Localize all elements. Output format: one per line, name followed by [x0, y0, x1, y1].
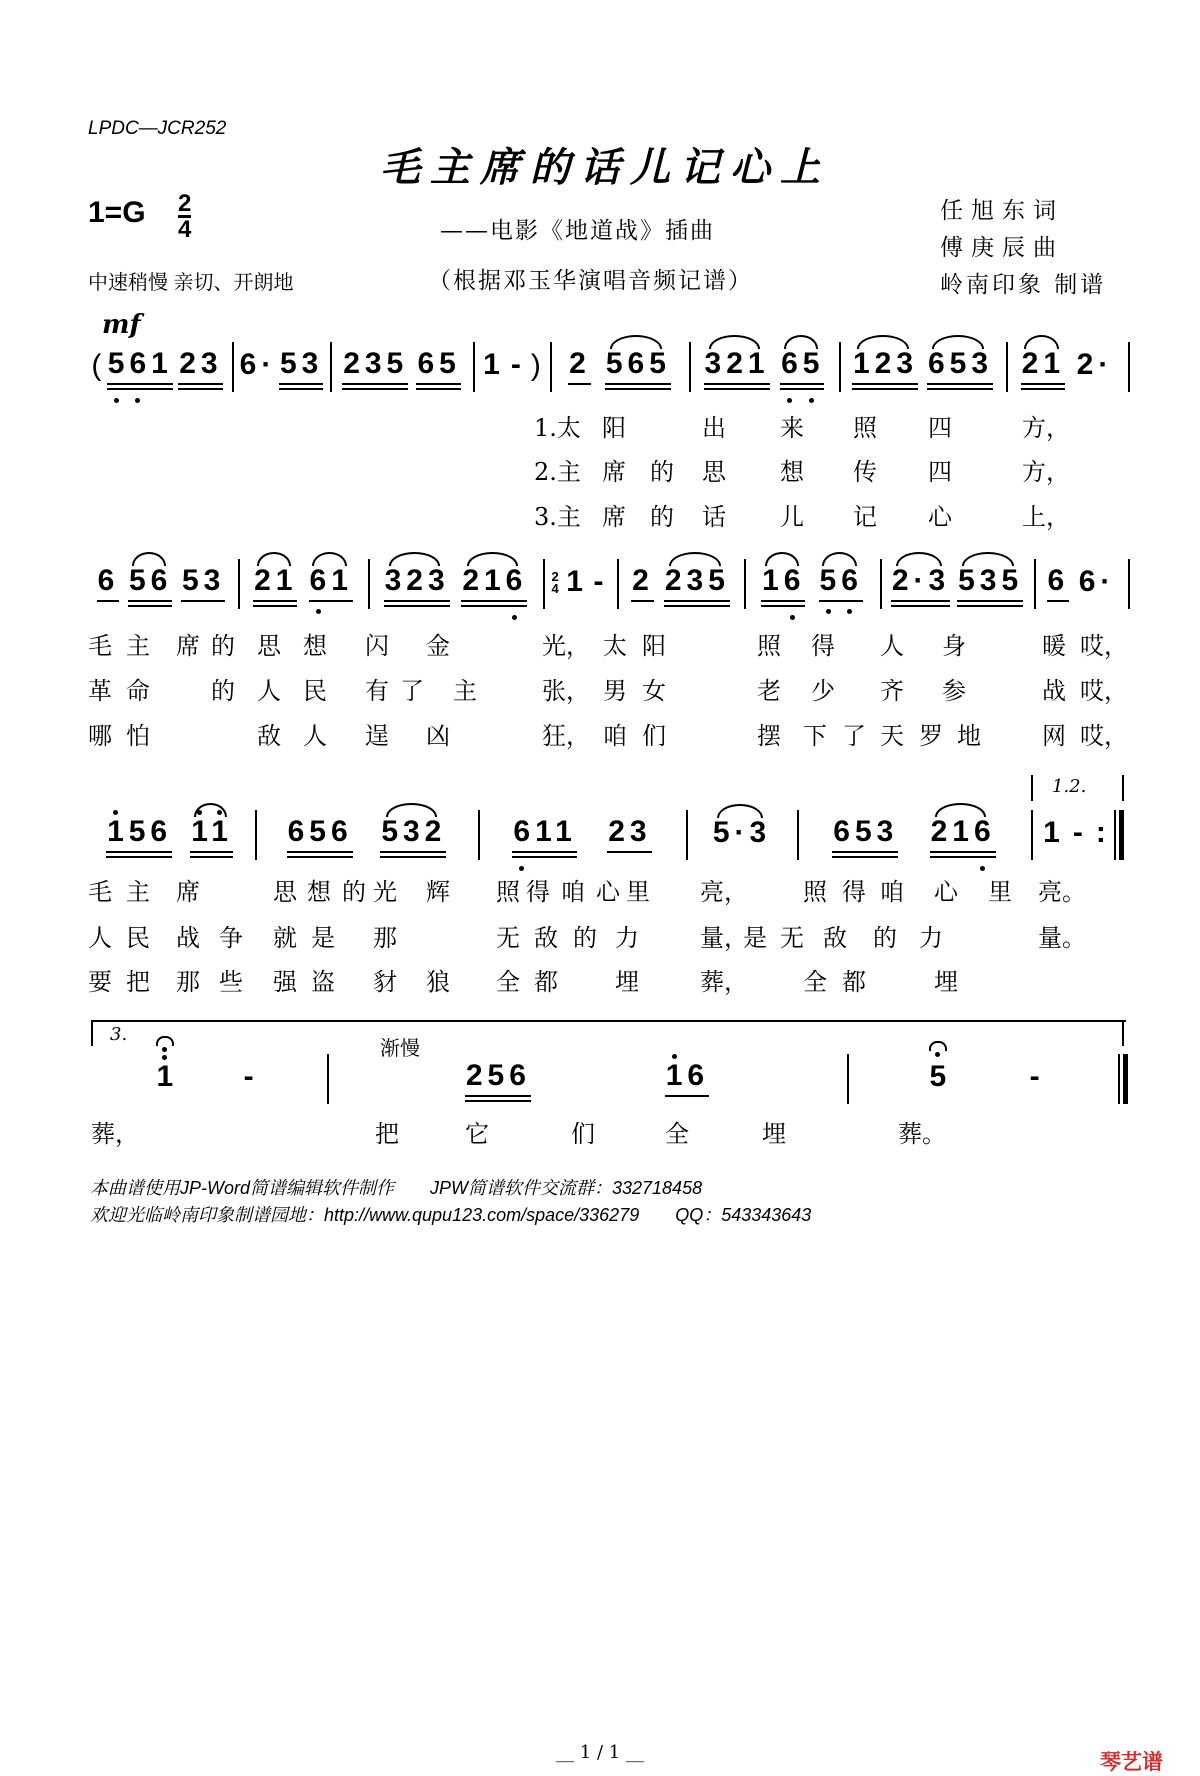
lyric-syllable: 照	[757, 632, 781, 660]
subtitle: ——电影《地道战》插曲	[440, 218, 715, 244]
lyric-syllable: 哎，	[1080, 722, 1128, 750]
lyric-syllable: 葬。	[898, 1120, 946, 1148]
bar-line	[1128, 342, 1130, 392]
note-group: 2	[631, 565, 654, 602]
note-group: 23	[607, 816, 651, 853]
lyric-syllable: 太	[603, 632, 627, 660]
note-group: 56	[819, 565, 863, 602]
lyric-syllable: 想	[780, 458, 804, 486]
lyric-syllable: 人	[303, 722, 327, 750]
fermata-icon	[929, 1041, 947, 1051]
measure	[482, 814, 682, 854]
lyric-syllable: 想	[307, 878, 331, 906]
lyric-syllable: 无	[496, 924, 520, 952]
song-title: 毛主席的话儿记心上	[380, 144, 830, 191]
lyric-syllable: 2.主	[534, 458, 581, 486]
lyric-syllable: 那	[176, 968, 200, 996]
measure	[259, 814, 474, 854]
lyric-syllable: 毛	[88, 632, 112, 660]
high-octave-dot	[162, 1055, 167, 1060]
measure	[1010, 346, 1124, 386]
lyric-syllable: 争	[219, 924, 243, 952]
bar-line	[1128, 559, 1130, 609]
high-octave-dot	[217, 810, 222, 815]
lyric-syllable: 人	[88, 924, 112, 952]
lyric-syllable: 四	[928, 414, 952, 442]
bar-line	[797, 810, 799, 860]
lyric-syllable: 盗	[311, 968, 335, 996]
note-group: 323	[384, 565, 450, 602]
measure	[554, 346, 685, 386]
time-sig-bottom: 4	[551, 581, 559, 596]
lyricist-credit: 任旭东词	[940, 198, 1064, 224]
composer-credit: 傅庚辰曲	[940, 235, 1064, 261]
measure	[1035, 814, 1118, 854]
measure	[843, 346, 1002, 386]
note-group: 2	[568, 348, 591, 385]
bar-line	[1006, 342, 1008, 392]
low-octave-dot	[847, 609, 852, 614]
lyric-syllable: 方，	[1022, 458, 1070, 486]
note-group: 5·3	[712, 817, 771, 852]
lyric-syllable: 全	[496, 968, 520, 996]
lyric-syllable: 狂，	[542, 722, 590, 750]
lyric-syllable: 女	[642, 677, 666, 705]
lyric-syllable: 心	[596, 878, 620, 906]
lyric-syllable: 思	[702, 458, 726, 486]
bar-line	[880, 559, 882, 609]
low-octave-dot	[787, 398, 792, 403]
lyric-syllable: 是	[311, 924, 335, 952]
lyric-syllable: 全	[665, 1120, 689, 1148]
lyric-syllable: 的	[211, 677, 235, 705]
lyric-syllable: 上，	[1022, 503, 1070, 531]
low-octave-dot	[114, 398, 119, 403]
note-group: 535	[957, 565, 1023, 602]
score-code: LPDC—JCR252	[88, 118, 227, 139]
lyric-syllable: 阳	[602, 414, 626, 442]
measure	[372, 563, 539, 603]
note-group: 16	[761, 565, 805, 602]
lyric-syllable: 哪	[88, 722, 112, 750]
measure	[621, 563, 740, 603]
lyric-syllable: 齐	[880, 677, 904, 705]
lyric-syllable: 网	[1042, 722, 1066, 750]
lyric-syllable: 葬，	[700, 968, 748, 996]
open-paren: (	[91, 349, 102, 382]
note-group: 53	[279, 348, 323, 385]
lyric-syllable: 男	[603, 677, 627, 705]
note-group: 1	[1043, 815, 1065, 849]
lyric-syllable: 无	[780, 924, 804, 952]
note-group: 235	[664, 565, 730, 602]
fermata-dot	[162, 1047, 167, 1052]
lyric-syllable: 咱	[880, 878, 904, 906]
lyric-syllable: 闪	[365, 632, 389, 660]
low-octave-dot	[826, 609, 831, 614]
bar-line	[327, 1054, 329, 1104]
measure	[477, 346, 546, 386]
note-group: 6·	[239, 347, 277, 381]
tempo-marking: 中速稍慢 亲切、开朗地	[88, 272, 294, 294]
volta-bracket	[91, 1020, 93, 1046]
time-signature	[178, 192, 191, 241]
ritardando-marking: 渐慢	[380, 1038, 420, 1060]
lyric-syllable: 豺	[373, 968, 397, 996]
final-bar-line	[1119, 810, 1124, 860]
lyric-syllable: 狼	[426, 968, 450, 996]
lyric-syllable: 照	[496, 878, 520, 906]
lyric-syllable: 金	[426, 632, 450, 660]
measure	[236, 346, 326, 386]
measure	[1038, 563, 1124, 603]
measure	[851, 1058, 1122, 1098]
lyric-syllable: 席	[176, 632, 200, 660]
note-group: 216	[930, 816, 996, 853]
lyric-syllable: 民	[303, 677, 327, 705]
fermata-icon	[156, 1036, 174, 1046]
measure	[690, 814, 793, 854]
bar-line	[330, 342, 332, 392]
low-octave-dot	[519, 866, 524, 871]
transcription-note: （根据邓玉华演唱音频记谱）	[428, 268, 753, 294]
lyric-syllable: 里	[626, 878, 650, 906]
time-signature-change	[552, 571, 559, 595]
note-group: 11	[190, 816, 233, 853]
footer-software-note: 本曲谱使用JP-Word简谱编辑软件制作 JPW简谱软件交流群：332718458	[90, 1178, 703, 1198]
lyric-syllable: 要	[88, 968, 112, 996]
lyric-syllable: 强	[273, 968, 297, 996]
lyric-syllable: 儿	[780, 503, 804, 531]
lyric-syllable: 辉	[426, 878, 450, 906]
note-group: 321	[704, 348, 770, 385]
lyric-syllable: 的	[211, 632, 235, 660]
note-group: 5	[928, 1061, 951, 1096]
bar-line	[255, 810, 257, 860]
lyric-syllable: 哎，	[1080, 677, 1128, 705]
note-group: 565	[605, 348, 671, 385]
lyric-syllable: 们	[571, 1120, 595, 1148]
lyric-syllable: 葬，	[91, 1120, 139, 1148]
measure	[86, 346, 228, 386]
note-group: 23	[178, 348, 222, 385]
high-octave-dot	[672, 1054, 677, 1059]
lyric-syllable: 张，	[542, 677, 590, 705]
lyric-syllable: 心	[934, 878, 958, 906]
bar-line	[473, 342, 475, 392]
note-group: 123	[852, 348, 918, 385]
bar-line	[686, 810, 688, 860]
volta-bracket	[1031, 775, 1033, 801]
lyric-syllable: 战	[176, 924, 200, 952]
lyric-syllable: 把	[375, 1120, 399, 1148]
lyric-syllable: 力	[919, 924, 943, 952]
measure	[88, 563, 234, 603]
lyric-syllable: 全	[803, 968, 827, 996]
note-group: 235	[342, 348, 408, 385]
bar-line	[1034, 559, 1036, 609]
lyric-syllable: 身	[942, 632, 966, 660]
note-group: 656	[287, 816, 353, 853]
measure	[242, 563, 364, 603]
lyric-syllable: 席	[602, 458, 626, 486]
lyric-syllable: 埋	[934, 968, 958, 996]
note-group: 1	[155, 1061, 178, 1096]
lyric-syllable: 阳	[642, 632, 666, 660]
measure	[884, 563, 1030, 603]
note-group: 611	[512, 816, 576, 853]
volta-label: 1.2.	[1052, 776, 1087, 797]
lyric-syllable: 话	[702, 503, 726, 531]
lyric-syllable: 思	[273, 878, 297, 906]
measure	[334, 346, 469, 386]
measure	[547, 563, 613, 603]
lyric-syllable: 革	[88, 677, 112, 705]
arranger-credit: 岭南印象 制谱	[940, 272, 1107, 298]
lyric-syllable: 下	[803, 722, 827, 750]
note-group: 653	[832, 816, 898, 853]
lyric-syllable: 埋	[615, 968, 639, 996]
lyric-syllable: 毛	[88, 878, 112, 906]
high-octave-dot	[197, 810, 202, 815]
note-group: 6·	[1078, 564, 1116, 598]
lyric-syllable: 四	[928, 458, 952, 486]
lyric-syllable: 了	[842, 722, 866, 750]
lyric-syllable: 那	[373, 924, 397, 952]
lyric-syllable: 的	[342, 878, 366, 906]
lyric-syllable: 来	[780, 414, 804, 442]
lyric-syllable: 老	[757, 677, 781, 705]
bar-line	[1031, 810, 1033, 860]
dynamic-marking: mf	[102, 310, 141, 340]
lyric-syllable: 们	[642, 722, 666, 750]
note-group: 156	[106, 816, 172, 853]
lyric-syllable: 席	[602, 503, 626, 531]
note-group: 2·3	[891, 565, 950, 602]
volta-label: 3.	[110, 1024, 128, 1045]
lyric-syllable: 亮。	[1038, 878, 1086, 906]
page-number: __ 1 / 1 __	[556, 1742, 644, 1763]
time-signature-top: 2	[178, 190, 192, 217]
note-group: 216	[461, 565, 527, 602]
low-octave-dot	[135, 398, 140, 403]
lyric-syllable: 的	[873, 924, 897, 952]
lyric-syllable: 主	[453, 677, 477, 705]
watermark-logo: 琴艺谱	[1100, 1751, 1163, 1774]
note-group: -	[593, 564, 609, 598]
lyric-syllable: 怕	[126, 722, 150, 750]
lyric-syllable: 传	[853, 458, 877, 486]
lyric-syllable: 命	[126, 677, 150, 705]
bar-line	[232, 342, 234, 392]
lyric-syllable: 思	[257, 632, 281, 660]
note-group: 653	[927, 348, 993, 385]
lyric-syllable: 得	[811, 632, 835, 660]
note-group: 1	[483, 347, 505, 381]
lyric-syllable: 光	[373, 878, 397, 906]
bar-line	[543, 559, 545, 609]
lyric-syllable: 都	[842, 968, 866, 996]
low-octave-dot	[809, 398, 814, 403]
note-group: :	[1095, 815, 1111, 849]
lyric-syllable: 光，	[542, 632, 590, 660]
lyric-syllable: 照	[803, 878, 827, 906]
lyric-syllable: 人	[880, 632, 904, 660]
bar-line	[847, 1054, 849, 1104]
note-group: 6	[97, 565, 120, 602]
volta-bracket	[1122, 775, 1124, 801]
bar-line	[238, 559, 240, 609]
lyric-syllable: 人	[257, 677, 281, 705]
lyric-syllable: 得	[526, 878, 550, 906]
lyric-syllable: 照	[853, 414, 877, 442]
lyric-syllable: 咱	[561, 878, 585, 906]
lyric-syllable: 它	[465, 1120, 489, 1148]
lyric-syllable: 少	[811, 677, 835, 705]
measure	[88, 814, 251, 854]
note-group: 256	[465, 1060, 531, 1097]
measure	[331, 1058, 843, 1098]
note-group: 53	[181, 565, 225, 602]
volta-bracket	[91, 1020, 1126, 1022]
lyric-syllable: 里	[988, 878, 1012, 906]
low-octave-dot	[316, 609, 321, 614]
lyric-syllable: 力	[615, 924, 639, 952]
lyric-syllable: 想	[303, 632, 327, 660]
note-group: 65	[416, 348, 460, 385]
measure	[91, 1058, 323, 1098]
lyric-syllable: 就	[273, 924, 297, 952]
lyric-syllable: 埋	[762, 1120, 786, 1148]
lyric-syllable: 罗	[919, 722, 943, 750]
footer-website-note: 欢迎光临岭南印象制谱园地：http://www.qupu123.com/space/336279 QQ：543343643	[90, 1205, 812, 1225]
lyric-syllable: 主	[126, 878, 150, 906]
lyric-syllable: 席	[176, 878, 200, 906]
note-group: -	[1072, 815, 1088, 849]
low-octave-dot	[512, 615, 517, 620]
note-group: 561	[107, 348, 173, 385]
note-group: -	[243, 1059, 259, 1093]
measure	[801, 814, 1027, 854]
final-bar-line	[1123, 1054, 1128, 1104]
lyric-syllable: 凶	[426, 722, 450, 750]
lyric-syllable: 亮，	[700, 878, 748, 906]
lyric-syllable: 了	[400, 677, 424, 705]
lyric-syllable: 咱	[603, 722, 627, 750]
fermata-dot	[935, 1052, 940, 1057]
time-signature-bottom: 4	[178, 216, 192, 243]
bar-line	[550, 342, 552, 392]
lyric-syllable: 出	[702, 414, 726, 442]
key-signature: 1=G	[88, 196, 146, 229]
bar-line	[744, 559, 746, 609]
bar-line	[689, 342, 691, 392]
lyric-syllable: 心	[928, 503, 952, 531]
lyric-syllable: 民	[126, 924, 150, 952]
lyric-syllable: 敌	[257, 722, 281, 750]
low-octave-dot	[980, 866, 985, 871]
bar-line	[839, 342, 841, 392]
lyric-syllable: 暖	[1042, 632, 1066, 660]
note-group: -	[1029, 1059, 1045, 1093]
note-group: 56	[128, 565, 172, 602]
note-group: 21	[1021, 348, 1065, 385]
lyric-syllable: 敌	[823, 924, 847, 952]
note-group: 2·	[1076, 347, 1114, 381]
lyric-syllable: 方，	[1022, 414, 1070, 442]
lyric-syllable: 把	[126, 968, 150, 996]
lyric-syllable: 得	[842, 878, 866, 906]
lyric-syllable: 的	[650, 458, 674, 486]
lyric-syllable: 战	[1042, 677, 1066, 705]
bar-line	[478, 810, 480, 860]
lyric-syllable: 的	[573, 924, 597, 952]
note-group: 6	[1047, 565, 1070, 602]
lyric-syllable: 3.主	[534, 503, 581, 531]
lyric-syllable: 敌	[534, 924, 558, 952]
lyric-syllable: 参	[942, 677, 966, 705]
measure	[693, 346, 835, 386]
lyric-syllable: 的	[650, 503, 674, 531]
lyric-syllable: 逞	[365, 722, 389, 750]
note-group: 21	[253, 565, 297, 602]
lyric-syllable: 有	[365, 677, 389, 705]
bar-line	[617, 559, 619, 609]
time-sig-top: 2	[551, 569, 559, 584]
lyric-syllable: 都	[534, 968, 558, 996]
lyric-syllable: 是	[743, 924, 767, 952]
note-group: 1	[566, 564, 588, 598]
bar-line	[368, 559, 370, 609]
lyric-syllable: 些	[219, 968, 243, 996]
low-octave-dot	[790, 615, 795, 620]
lyric-syllable: 地	[957, 722, 981, 750]
note-group: 65	[780, 348, 824, 385]
lyric-syllable: 1.太	[534, 414, 581, 442]
close-paren: )	[530, 349, 541, 382]
lyric-syllable: 记	[853, 503, 877, 531]
lyric-syllable: 天	[880, 722, 904, 750]
lyric-syllable: 哎，	[1080, 632, 1128, 660]
note-group: 16	[665, 1060, 709, 1097]
lyric-syllable: 摆	[757, 722, 781, 750]
note-group: 61	[309, 565, 353, 602]
note-group: -	[510, 347, 526, 381]
note-group: 532	[380, 816, 446, 853]
lyric-syllable: 主	[126, 632, 150, 660]
lyric-syllable: 量。	[1038, 924, 1086, 952]
measure	[748, 563, 876, 603]
volta-bracket	[1122, 1020, 1124, 1046]
high-octave-dot	[113, 810, 118, 815]
lyric-syllable: 量，	[700, 924, 748, 952]
